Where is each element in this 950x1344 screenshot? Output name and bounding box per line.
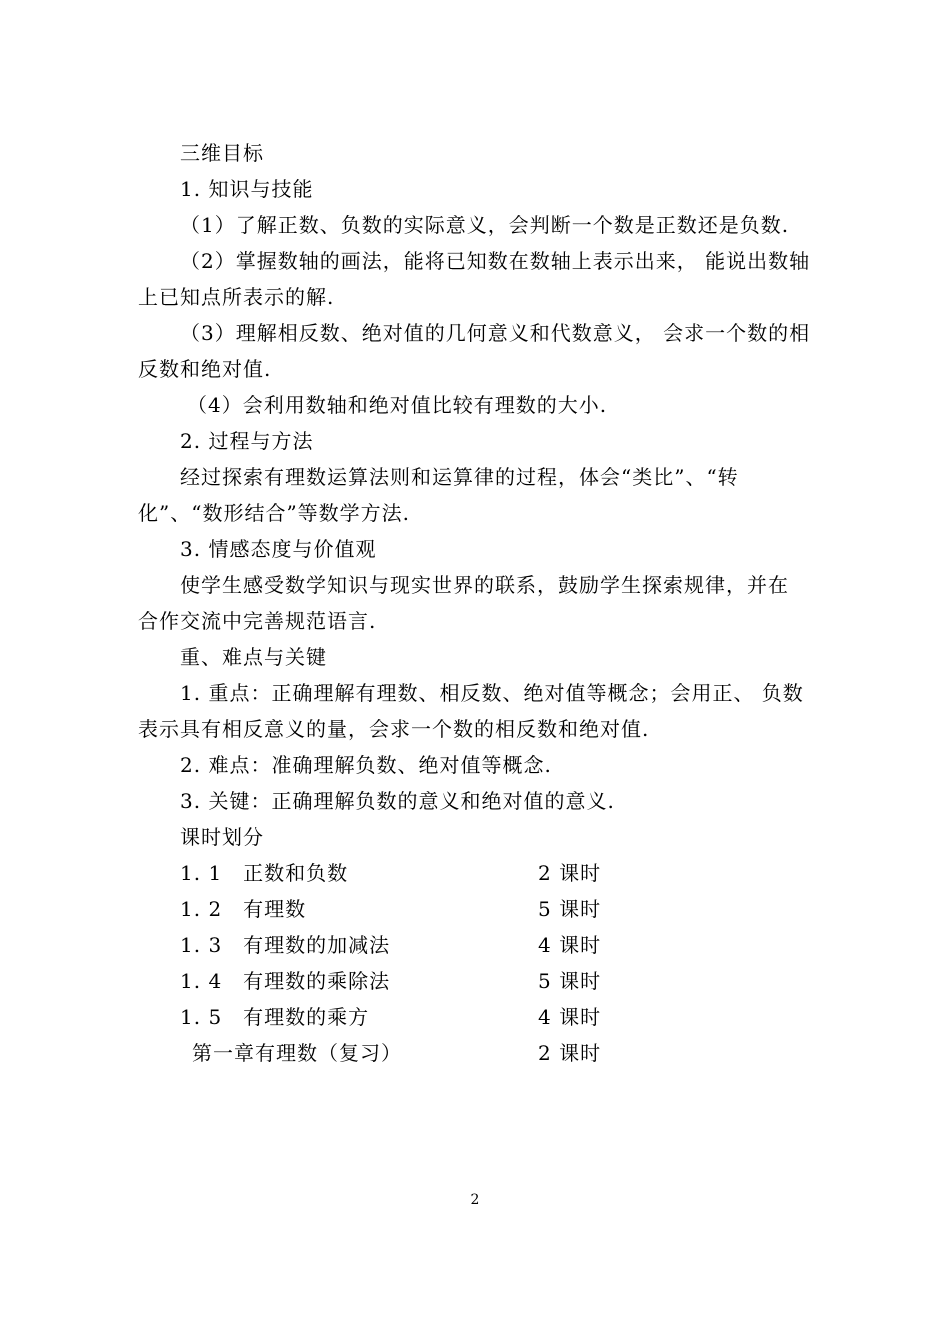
- key-line: 3. 关键：正确理解负数的意义和绝对值的意义.: [180, 789, 615, 813]
- process-method-line-1: 经过探索有理数运算法则和运算律的过程，体会“类比”、“转: [180, 465, 739, 489]
- attitude-values-line-2: 合作交流中完善规范语言.: [138, 609, 377, 633]
- focus-line-1: 1. 重点：正确理解有理数、相反数、绝对值等概念；会用正、 负数: [180, 681, 804, 705]
- difficulty-line: 2. 难点：准确理解负数、绝对值等概念.: [180, 753, 552, 777]
- objectives-heading: 三维目标: [180, 141, 264, 165]
- schedule-row-hours: 4 课时: [538, 933, 602, 957]
- knowledge-item-4: （4）会利用数轴和绝对值比较有理数的大小.: [187, 393, 608, 417]
- focus-line-2: 表示具有相反意义的量，会求一个数的相反数和绝对值.: [138, 717, 650, 741]
- attitude-values-line-1: 使学生感受数学知识与现实世界的联系，鼓励学生探索规律，并在: [180, 573, 789, 597]
- knowledge-item-3-line-1: （3）理解相反数、绝对值的几何意义和代数意义， 会求一个数的相: [180, 321, 811, 345]
- knowledge-item-2-line-1: （2）掌握数轴的画法，能将已知数在数轴上表示出来， 能说出数轴: [180, 249, 811, 273]
- schedule-row-title: 1. 2 有理数: [180, 897, 307, 921]
- schedule-row-title: 1. 4 有理数的乘除法: [180, 969, 391, 993]
- process-method-title: 2. 过程与方法: [180, 429, 314, 453]
- schedule-row-title: 1. 5 有理数的乘方: [180, 1005, 370, 1029]
- schedule-row-hours: 2 课时: [538, 1041, 602, 1065]
- schedule-heading: 课时划分: [180, 825, 264, 849]
- knowledge-item-2-line-2: 上已知点所表示的解.: [138, 285, 335, 309]
- knowledge-skills-title: 1. 知识与技能: [180, 177, 314, 201]
- page-number: 2: [470, 1192, 480, 1208]
- key-points-heading: 重、难点与关键: [180, 645, 327, 669]
- schedule-row-title: 1. 1 正数和负数: [180, 861, 349, 885]
- schedule-row-hours: 2 课时: [538, 861, 602, 885]
- schedule-row-title: 第一章有理数（复习）: [192, 1041, 402, 1065]
- knowledge-item-1: （1）了解正数、负数的实际意义，会判断一个数是正数还是负数.: [180, 213, 790, 237]
- schedule-row-hours: 5 课时: [538, 897, 602, 921]
- schedule-row-title: 1. 3 有理数的加减法: [180, 933, 391, 957]
- knowledge-item-3-line-2: 反数和绝对值.: [138, 357, 272, 381]
- process-method-line-2: 化”、“数形结合”等数学方法.: [138, 501, 411, 525]
- schedule-row-hours: 4 课时: [538, 1005, 602, 1029]
- schedule-row-hours: 5 课时: [538, 969, 602, 993]
- attitude-values-title: 3. 情感态度与价值观: [180, 537, 377, 561]
